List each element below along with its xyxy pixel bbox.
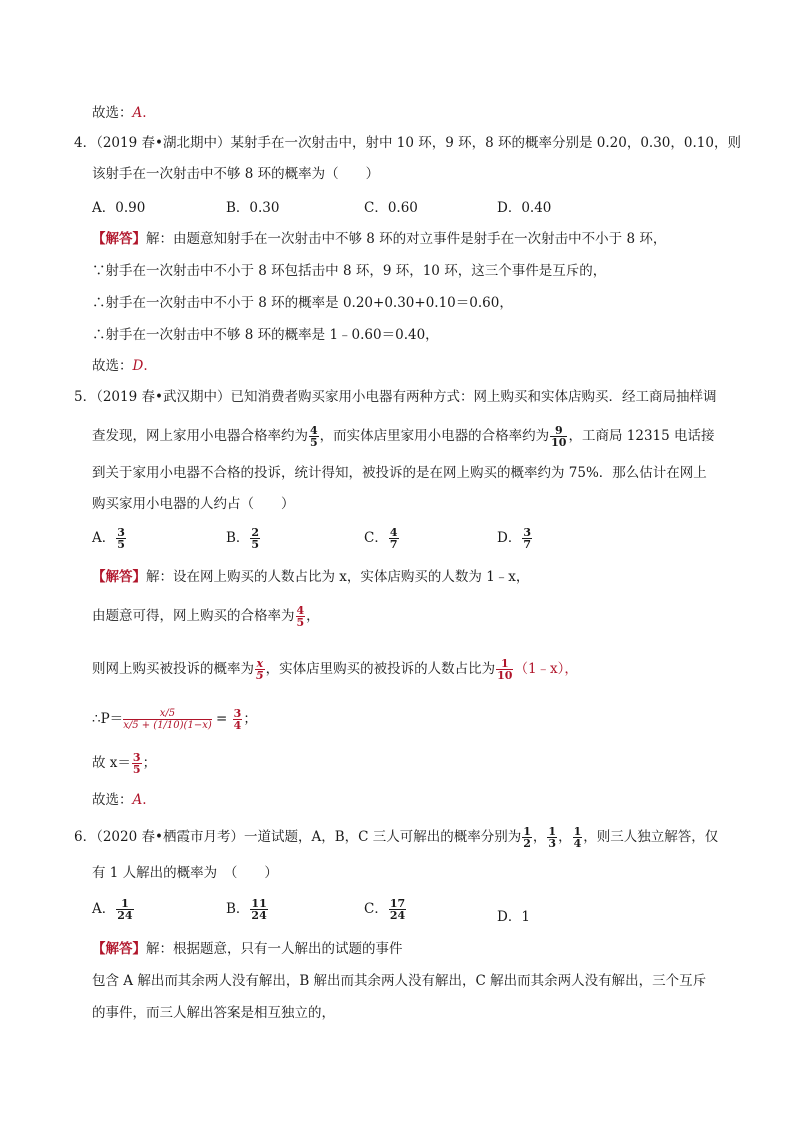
answer-label: 故选： <box>92 358 133 374</box>
question-5-line3: 到关于家用小电器不合格的投诉，统计得知，被投诉的是在网上购买的概率约为 75%．那么估计在网上 <box>92 465 707 481</box>
solution-tag: 【解答】 <box>92 569 146 585</box>
option-c: C．0.60 <box>364 200 418 216</box>
question-text: （2019 春•武汉期中）已知消费者购买家用小电器有两种方式：网上购买和实体店购买．经工商局抽样调 <box>96 389 717 405</box>
solution-line4: ∴射手在一次射击中不够 8 环的概率是 1﹣0.60＝0.40， <box>92 327 439 343</box>
answer-end: . <box>142 105 147 121</box>
compound-fraction: $\frac{x/5}{x/5 + (1/10)(1-x)}$ <box>123 708 212 731</box>
solution-line4: ∴P＝ $\frac{x/5}{x/5 + (1/10)(1-x)}$ = $\frac{3}{4}$ ； <box>92 707 257 732</box>
question-text: 查发现，网上家用小电器合格率约为 <box>92 428 308 444</box>
answer-choice: A <box>132 105 143 121</box>
answer-label: 故选： <box>92 105 133 121</box>
option-c: C． $\frac{4}{7}$ <box>364 526 398 551</box>
solution-text: 解：由题意知射手在一次射击中不够 8 环的对立事件是射手在一次射击中不小于 8 环， <box>146 231 667 247</box>
solution-text: 解：根据题意，只有一人解出的试题的事件 <box>146 941 403 957</box>
solution-line3: 则网上购买被投诉的概率为 $\frac{x}{5}$ ，实体店里购买的被投诉的人数占比为 $\frac{1}{10}$ （1﹣x）， <box>92 657 578 682</box>
solution-line1 <box>92 568 529 586</box>
fraction: $\frac{4}{5}$ <box>310 424 318 449</box>
solution-line2: 包含 A 解出而其余两人没有解出，B 解出而其余两人没有解出，C 解出而其余两人没有解出，三个互斥 <box>92 973 707 989</box>
solution-tag: 【解答】 <box>92 231 146 247</box>
answer-choice: A <box>132 792 143 808</box>
answer-end: . <box>143 358 148 374</box>
solution-line3: 的事件，而三人解出答案是相互独立的， <box>92 1005 335 1021</box>
solution-line1 <box>92 940 403 958</box>
question-text: ，工商局 12315 电话接 <box>568 428 715 444</box>
solution-line5: 故 x＝ $\frac{3}{5}$ ； <box>92 751 157 776</box>
option-d: D．0.40 <box>497 200 552 216</box>
solution-line2: ∵射手在一次射击中不小于 8 环包括击中 8 环，9 环，10 环，这三个事件是互斥的， <box>92 263 607 279</box>
option-b: B． $\frac{11}{24}$ <box>226 897 267 922</box>
question-number: 5． <box>74 389 97 405</box>
solution-line1 <box>92 230 666 248</box>
option-b: B．0.30 <box>226 200 280 216</box>
answer-label: 故选： <box>92 792 133 808</box>
answer-line <box>92 357 148 375</box>
question-text: ，而实体店里家用小电器的合格率约为 <box>319 428 550 444</box>
question-6-line2: 有 1 人解出的概率为 （ ） <box>92 865 278 881</box>
answer-choice: D <box>132 358 144 374</box>
solution-line3: ∴射手在一次射击中不小于 8 环的概率是 0.20+0.30+0.10＝0.60， <box>92 295 513 311</box>
question-number: 4． <box>74 135 97 151</box>
option-b: B． $\frac{2}{5}$ <box>226 526 260 551</box>
question-5-line1 <box>74 388 716 406</box>
question-4-line1 <box>74 134 741 152</box>
solution-tag: 【解答】 <box>92 941 146 957</box>
option-a: A． $\frac{1}{24}$ <box>92 897 133 922</box>
solution-text: 解：设在网上购买的人数占比为 x，实体店购买的人数为 1﹣x， <box>146 569 530 585</box>
option-d: D．1 <box>497 909 530 925</box>
option-d: D． $\frac{3}{7}$ <box>497 526 531 551</box>
option-a: A． $\frac{3}{5}$ <box>92 526 125 551</box>
question-text: （2019 春•湖北期中）某射手在一次射击中，射中 10 环，9 环，8 环的概率分别是 0.20，0.30，0.10，则 <box>96 135 741 151</box>
solution-line2: 由题意可得，网上购买的合格率为 $\frac{4}{5}$ ， <box>92 604 320 629</box>
option-c: C． $\frac{17}{24}$ <box>364 897 406 922</box>
answer-end: . <box>142 792 147 808</box>
option-a: A．0.90 <box>92 200 146 216</box>
answer-line <box>92 104 147 122</box>
question-5-line4: 购买家用小电器的人约占（ ） <box>92 496 295 512</box>
question-6-line1: 6．（2020 春•栖霞市月考）一道试题，A，B，C 三人可解出的概率分别为 $\frac{1}{2}$ ， $\frac{1}{3}$ ， $\frac{1}{4}$ ，则三人独立解答，仅 <box>74 825 719 850</box>
question-4-line2: 该射手在一次射击中不够 8 环的概率为（ ） <box>92 166 380 182</box>
question-5-line2 <box>92 421 715 451</box>
fraction: $\frac{9}{10}$ <box>551 424 567 449</box>
answer-line <box>92 791 147 809</box>
